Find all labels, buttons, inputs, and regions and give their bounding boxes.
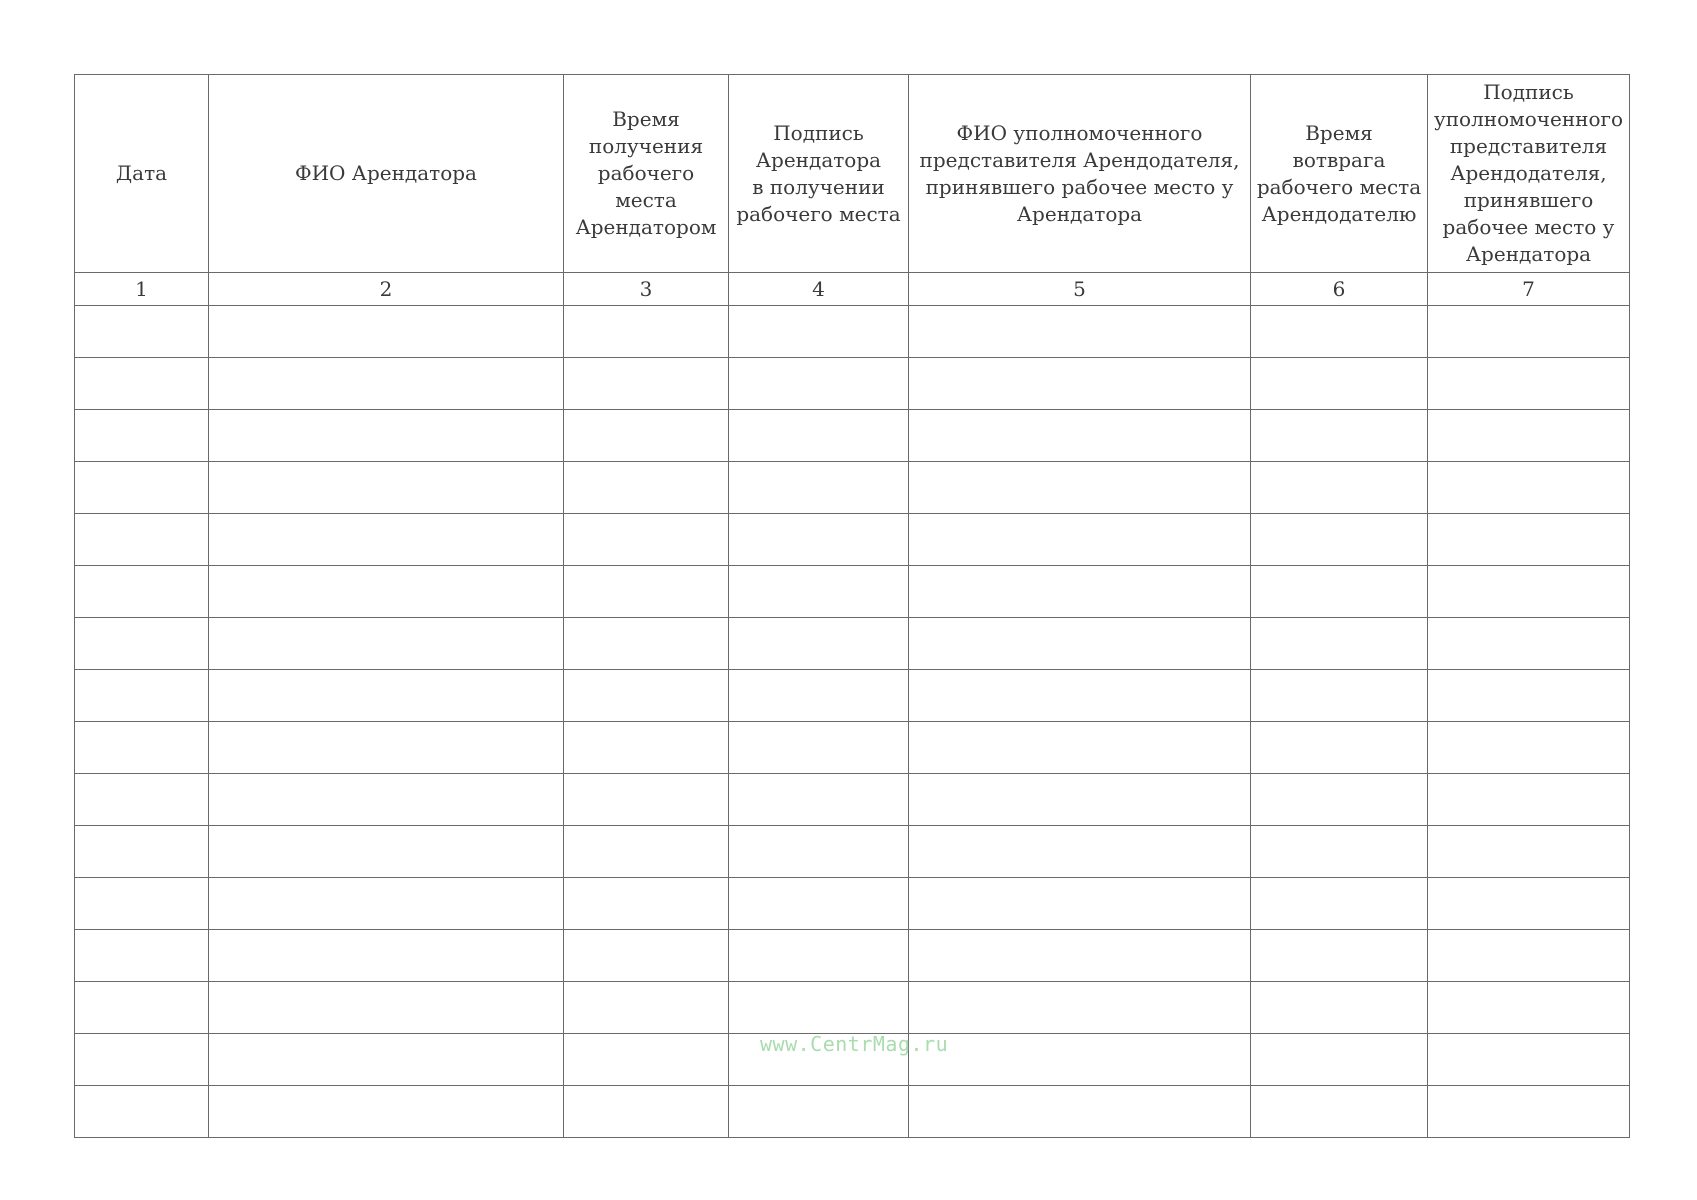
table-cell[interactable] xyxy=(1428,462,1630,514)
table-cell[interactable] xyxy=(75,462,209,514)
table-cell[interactable] xyxy=(729,358,909,410)
table-cell[interactable] xyxy=(909,566,1251,618)
table-cell[interactable] xyxy=(75,982,209,1034)
table-cell[interactable] xyxy=(564,722,729,774)
table-cell[interactable] xyxy=(564,462,729,514)
table-row xyxy=(75,566,1630,618)
table-row xyxy=(75,878,1630,930)
table-cell[interactable] xyxy=(75,774,209,826)
table-cell[interactable] xyxy=(209,930,564,982)
table-cell[interactable] xyxy=(1251,826,1428,878)
table-cell[interactable] xyxy=(1428,930,1630,982)
table-cell[interactable] xyxy=(75,1034,209,1086)
table-row xyxy=(75,306,1630,358)
header-return-time: Время вотврага рабочего места Арендодателю xyxy=(1251,75,1428,273)
table-cell[interactable] xyxy=(564,410,729,462)
table-cell[interactable] xyxy=(1251,410,1428,462)
table-cell[interactable] xyxy=(209,618,564,670)
table-cell[interactable] xyxy=(1251,1086,1428,1138)
table-cell[interactable] xyxy=(909,722,1251,774)
table-cell[interactable] xyxy=(1251,930,1428,982)
table-cell[interactable] xyxy=(909,774,1251,826)
table-cell[interactable] xyxy=(1428,410,1630,462)
table-cell[interactable] xyxy=(729,670,909,722)
table-cell[interactable] xyxy=(75,1086,209,1138)
table-cell[interactable] xyxy=(209,774,564,826)
table-row xyxy=(75,410,1630,462)
table-cell[interactable] xyxy=(1428,1086,1630,1138)
table-cell[interactable] xyxy=(1251,358,1428,410)
table-cell[interactable] xyxy=(209,826,564,878)
table-cell[interactable] xyxy=(209,410,564,462)
table-cell[interactable] xyxy=(729,1086,909,1138)
column-number: 1 xyxy=(75,273,209,306)
table-cell[interactable] xyxy=(1428,774,1630,826)
table-cell[interactable] xyxy=(729,462,909,514)
table-cell[interactable] xyxy=(1251,1034,1428,1086)
table-cell[interactable] xyxy=(75,618,209,670)
table-row xyxy=(75,514,1630,566)
table-cell[interactable] xyxy=(909,670,1251,722)
table-cell[interactable] xyxy=(729,982,909,1034)
table-cell[interactable] xyxy=(564,826,729,878)
table-cell[interactable] xyxy=(1251,618,1428,670)
column-number: 4 xyxy=(729,273,909,306)
table-cell[interactable] xyxy=(909,462,1251,514)
table-cell[interactable] xyxy=(209,306,564,358)
column-number: 3 xyxy=(564,273,729,306)
table-cell[interactable] xyxy=(75,722,209,774)
table-cell[interactable] xyxy=(729,306,909,358)
table-row xyxy=(75,774,1630,826)
workplace-log-table xyxy=(74,74,1630,1138)
table-cell[interactable] xyxy=(729,566,909,618)
table-cell[interactable] xyxy=(1251,878,1428,930)
table-cell[interactable] xyxy=(1428,358,1630,410)
table-cell[interactable] xyxy=(209,1086,564,1138)
table-cell[interactable] xyxy=(564,514,729,566)
table-row xyxy=(75,826,1630,878)
table-row xyxy=(75,1086,1630,1138)
table-cell[interactable] xyxy=(564,982,729,1034)
header-tenant-signature: Подпись Арендатора в получении рабочего места xyxy=(729,75,909,273)
table-cell[interactable] xyxy=(909,930,1251,982)
table-cell[interactable] xyxy=(1428,670,1630,722)
table-cell[interactable] xyxy=(1428,722,1630,774)
table-cell[interactable] xyxy=(75,358,209,410)
table-row xyxy=(75,930,1630,982)
table-cell[interactable] xyxy=(564,930,729,982)
table-cell[interactable] xyxy=(1428,1034,1630,1086)
table-cell[interactable] xyxy=(909,358,1251,410)
table-cell[interactable] xyxy=(209,566,564,618)
table-cell[interactable] xyxy=(564,358,729,410)
table-cell[interactable] xyxy=(75,306,209,358)
table-cell[interactable] xyxy=(1428,618,1630,670)
table-cell[interactable] xyxy=(75,514,209,566)
header-landlord-rep-signature: Подпись уполномоченного представителя Арендодателя, принявшего рабочее место у Арендатора xyxy=(1428,75,1630,273)
table-cell[interactable] xyxy=(209,722,564,774)
table-cell[interactable] xyxy=(209,1034,564,1086)
table-cell[interactable] xyxy=(909,878,1251,930)
column-number: 6 xyxy=(1251,273,1428,306)
table-cell[interactable] xyxy=(75,930,209,982)
table-row xyxy=(75,618,1630,670)
table-cell[interactable] xyxy=(729,514,909,566)
table-row xyxy=(75,670,1630,722)
table-cell[interactable] xyxy=(564,306,729,358)
watermark-text: www.CentrMag.ru xyxy=(760,1032,949,1056)
table-cell[interactable] xyxy=(75,670,209,722)
table-cell[interactable] xyxy=(729,618,909,670)
column-number-row xyxy=(75,273,1630,306)
table-cell[interactable] xyxy=(909,306,1251,358)
table-row xyxy=(75,982,1630,1034)
table-cell[interactable] xyxy=(729,774,909,826)
header-landlord-rep-name: ФИО уполномоченного представителя Арендодателя, принявшего рабочее место у Арендатора xyxy=(909,75,1251,273)
table-cell[interactable] xyxy=(209,358,564,410)
table-cell[interactable] xyxy=(209,878,564,930)
header-date: Дата xyxy=(75,75,209,273)
column-number: 7 xyxy=(1428,273,1630,306)
table-cell[interactable] xyxy=(1251,670,1428,722)
table-cell[interactable] xyxy=(1428,566,1630,618)
table-cell[interactable] xyxy=(1251,982,1428,1034)
table-cell[interactable] xyxy=(1251,514,1428,566)
table-cell[interactable] xyxy=(909,514,1251,566)
table-cell[interactable] xyxy=(1251,306,1428,358)
column-number: 2 xyxy=(209,273,564,306)
table-cell[interactable] xyxy=(209,670,564,722)
table-cell[interactable] xyxy=(564,878,729,930)
table-cell[interactable] xyxy=(1251,722,1428,774)
table-cell[interactable] xyxy=(1428,306,1630,358)
table-cell[interactable] xyxy=(75,566,209,618)
table-cell[interactable] xyxy=(909,982,1251,1034)
table-cell[interactable] xyxy=(909,1034,1251,1086)
table-cell[interactable] xyxy=(1428,826,1630,878)
column-number: 5 xyxy=(909,273,1251,306)
table-cell[interactable] xyxy=(75,410,209,462)
table-row xyxy=(75,722,1630,774)
table-cell[interactable] xyxy=(729,410,909,462)
table-cell[interactable] xyxy=(564,566,729,618)
table-cell[interactable] xyxy=(1251,774,1428,826)
table-row xyxy=(75,358,1630,410)
table-cell[interactable] xyxy=(729,878,909,930)
table-cell[interactable] xyxy=(909,618,1251,670)
table-header-row xyxy=(75,75,1630,273)
table-cell[interactable] xyxy=(1428,514,1630,566)
table-row xyxy=(75,462,1630,514)
table-cell[interactable] xyxy=(209,462,564,514)
table-cell[interactable] xyxy=(1251,566,1428,618)
header-tenant-name: ФИО Арендатора xyxy=(209,75,564,273)
table-cell[interactable] xyxy=(909,1086,1251,1138)
table-body xyxy=(75,306,1630,1138)
table-cell[interactable] xyxy=(1428,878,1630,930)
table-cell[interactable] xyxy=(75,878,209,930)
table-cell[interactable] xyxy=(209,982,564,1034)
table-cell[interactable] xyxy=(909,410,1251,462)
table-cell[interactable] xyxy=(729,930,909,982)
header-receive-time: Время получения рабочего места Арендатором xyxy=(564,75,729,273)
table-cell[interactable] xyxy=(75,826,209,878)
table-cell[interactable] xyxy=(564,774,729,826)
table-cell[interactable] xyxy=(564,670,729,722)
table-cell[interactable] xyxy=(564,1034,729,1086)
table-cell[interactable] xyxy=(909,826,1251,878)
table-cell[interactable] xyxy=(729,722,909,774)
table-cell[interactable] xyxy=(564,1086,729,1138)
table-cell[interactable] xyxy=(1251,462,1428,514)
table-cell[interactable] xyxy=(1428,982,1630,1034)
table-cell[interactable] xyxy=(729,826,909,878)
table-cell[interactable] xyxy=(209,514,564,566)
table-cell[interactable] xyxy=(564,618,729,670)
